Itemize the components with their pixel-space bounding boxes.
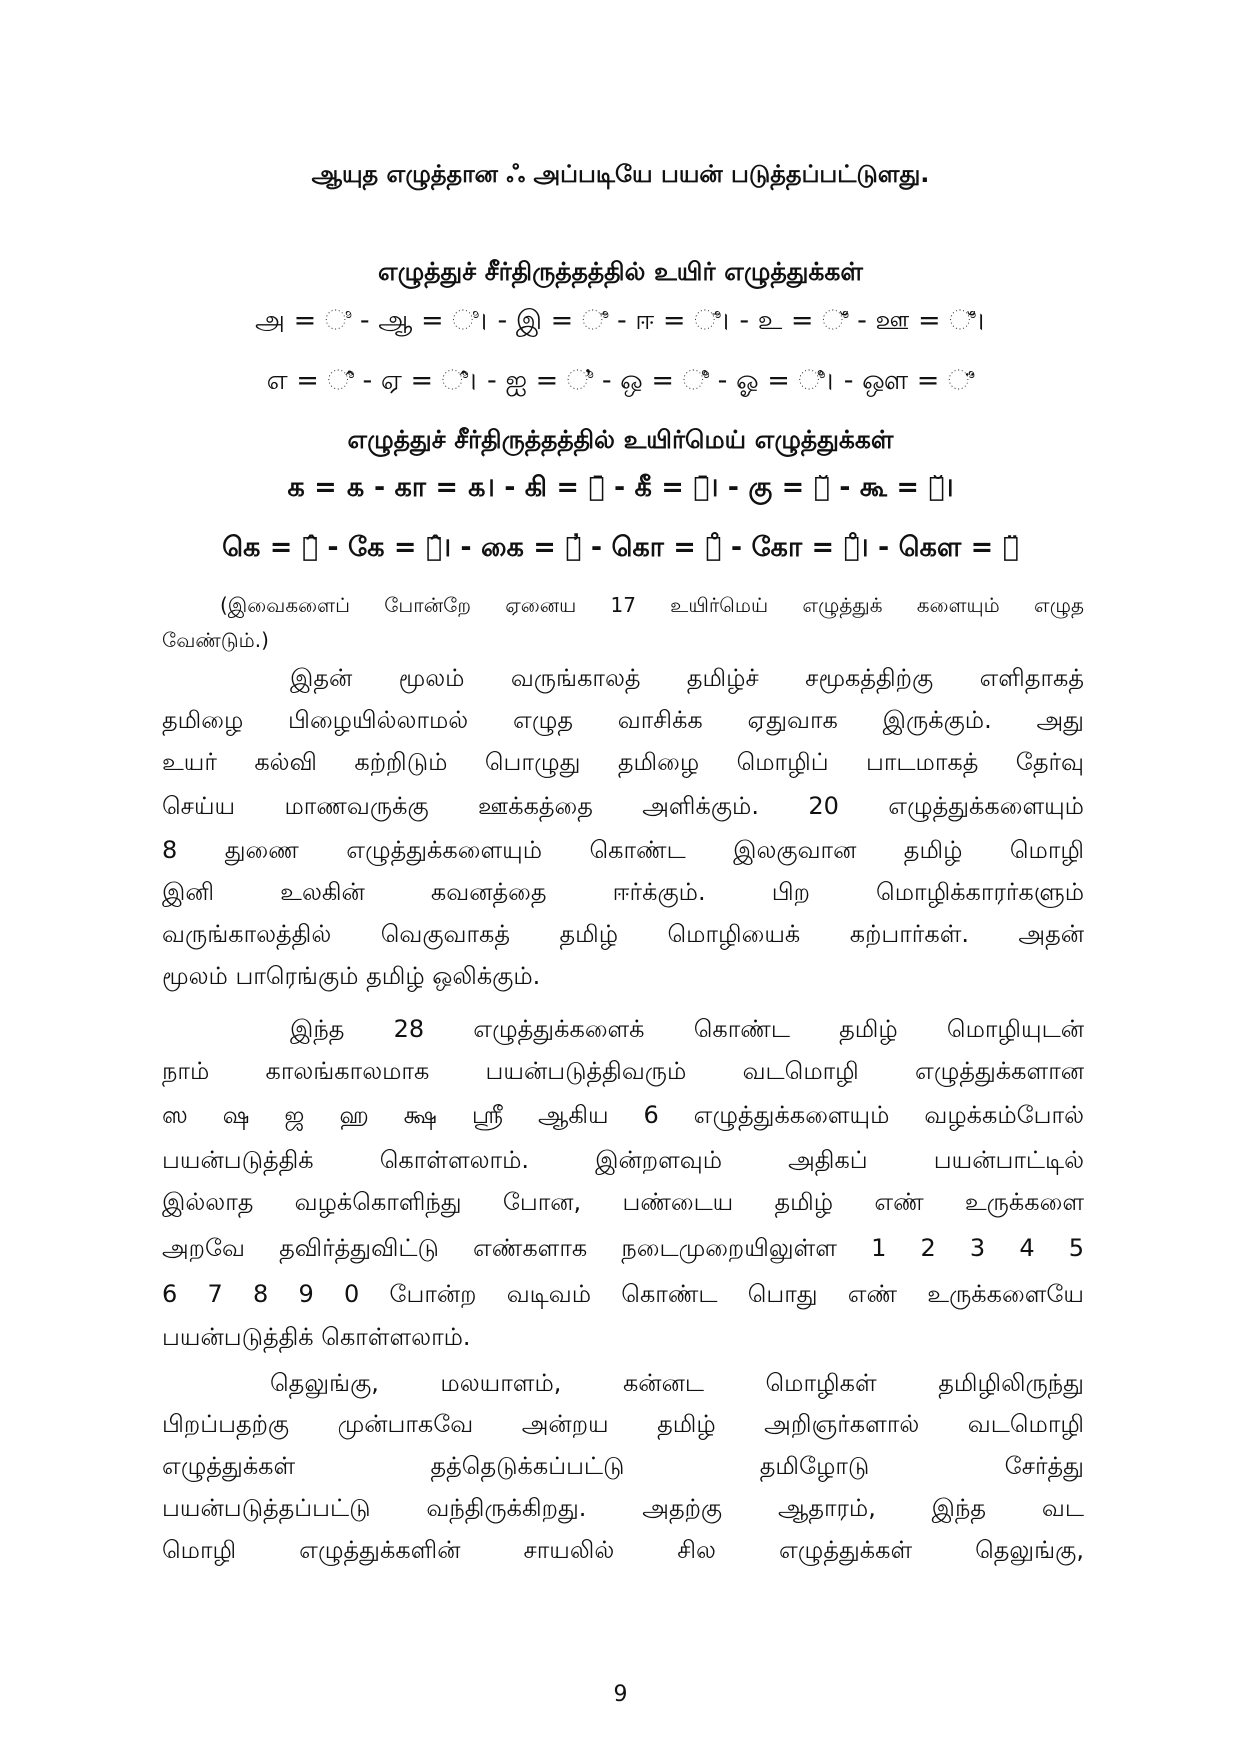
header-line: ஆயுத எழுத்தான ஃ அப்படியே பயன் படுத்தப்பட்டுளது. — [311, 160, 930, 188]
para2-line-1: இந்த 28 எழுத்துக்களைக் கொண்ட தமிழ் மொழியுடன் — [290, 1015, 1084, 1043]
para1-line-2: தமிழை பிழையில்லாமல் எழுத வாசிக்க ஏதுவாக இருக்கும். அது — [162, 706, 1084, 734]
para3-line-2: பிறப்பதற்கு முன்பாகவே அன்றய தமிழ் அறிஞர்களால் வடமொழி — [162, 1410, 1084, 1438]
consonant-vowel-row-1: க = ௧ - கா = ௧। - கி = ௧̄ - கீ = ௧̄। - கு = ௧̆ - கூ = ௧̆। — [287, 472, 954, 503]
vowel-row-1: அ = ಿ - ஆ = ಿ। - இ = ಿ̄ - ஈ = ಿ̄। - உ = ಿ̆ - ஊ = ಿ̆। — [255, 305, 986, 336]
para1-line-4: செய்ய மாணவருக்கு ஊக்கத்தை அளிக்கும். 20 எழுத்துக்களையும் — [162, 792, 1084, 820]
para1-line-8: மூலம் பாரெங்கும் தமிழ் ஒலிக்கும். — [162, 962, 541, 990]
para1-line-6: இனி உலகின் கவனத்தை ஈர்க்கும். பிற மொழிக்காரர்களும் — [162, 878, 1084, 906]
para1-line-1: இதன் மூலம் வருங்காலத் தமிழ்ச் சமூகத்திற்கு எளிதாகத் — [290, 664, 1084, 692]
note-line-2: வேண்டும்.) — [162, 628, 269, 652]
para2-line-4: பயன்படுத்திக் கொள்ளலாம். இன்றளவும் அதிகப் பயன்பாட்டில் — [162, 1146, 1084, 1174]
para1-line-3: உயர் கல்வி கற்றிடும் பொழுது தமிழை மொழிப் பாடமாகத் தேர்வு — [162, 748, 1084, 776]
para2-line-3: ஸ ஷ ஜ ஹ க்ஷ ஸ்ரீ ஆகிய 6 எழுத்துக்களையும் வழக்கம்போல் — [162, 1101, 1084, 1129]
para2-line-7: 6 7 8 9 0 போன்ற வடிவம் கொண்ட பொது எண் உருக்களையே — [162, 1280, 1084, 1308]
note-line-1: (இவைகளைப் போன்றே ஏனைய 17 உயிர்மெய் எழுத்துக் களையும் எழுத — [220, 593, 1084, 617]
page-number: 9 — [613, 1682, 628, 1707]
para3-line-3: எழுத்துக்கள் தத்தெடுக்கப்பட்டு தமிழோடு சேர்த்து — [162, 1452, 1084, 1480]
consonant-vowel-row-2: கெ = ௧̂ - கே = ௧̂। - கை = ௧̓ - கொ = ௧̊ - கோ = ௧̊। - கௌ = ௧̈ — [222, 532, 1019, 563]
para2-line-5: இல்லாத வழக்கொளிந்து போன, பண்டைய தமிழ் எண் உருக்களை — [162, 1188, 1084, 1216]
vowel-row-2: எ = ಿ̂ - ஏ = ಿ̂। - ஐ = ಿ̓ - ஒ = ಿ̊ - ஓ = ಿ̊। - ஔ = ಿ̈ — [266, 365, 975, 396]
para3-line-5: மொழி எழுத்துக்களின் சாயலில் சில எழுத்துக்கள் தெலுங்கு, — [162, 1536, 1084, 1564]
para2-line-8: பயன்படுத்திக் கொள்ளலாம். — [162, 1323, 471, 1351]
para1-line-5: 8 துணை எழுத்துக்களையும் கொண்ட இலகுவான தமிழ் மொழி — [162, 836, 1084, 864]
heading-consonant-vowels: எழுத்துச் சீர்திருத்தத்தில் உயிர்மெய் எழுத்துக்கள் — [347, 425, 894, 454]
para3-line-4: பயன்படுத்தப்பட்டு வந்திருக்கிறது. அதற்கு ஆதாரம், இந்த வட — [162, 1494, 1084, 1522]
para3-line-1: தெலுங்கு, மலயாளம், கன்னட மொழிகள் தமிழிலிருந்து — [270, 1369, 1084, 1397]
para2-line-2: நாம் காலங்காலமாக பயன்படுத்திவரும் வடமொழி எழுத்துக்களான — [162, 1057, 1084, 1085]
para1-line-7: வருங்காலத்தில் வெகுவாகத் தமிழ் மொழியைக் கற்பார்கள். அதன் — [162, 920, 1084, 948]
para2-line-6: அறவே தவிர்த்துவிட்டு எண்களாக நடைமுறையிலுள்ள 1 2 3 4 5 — [162, 1234, 1084, 1262]
heading-vowels: எழுத்துச் சீர்திருத்தத்தில் உயிர் எழுத்துக்கள் — [378, 257, 863, 286]
